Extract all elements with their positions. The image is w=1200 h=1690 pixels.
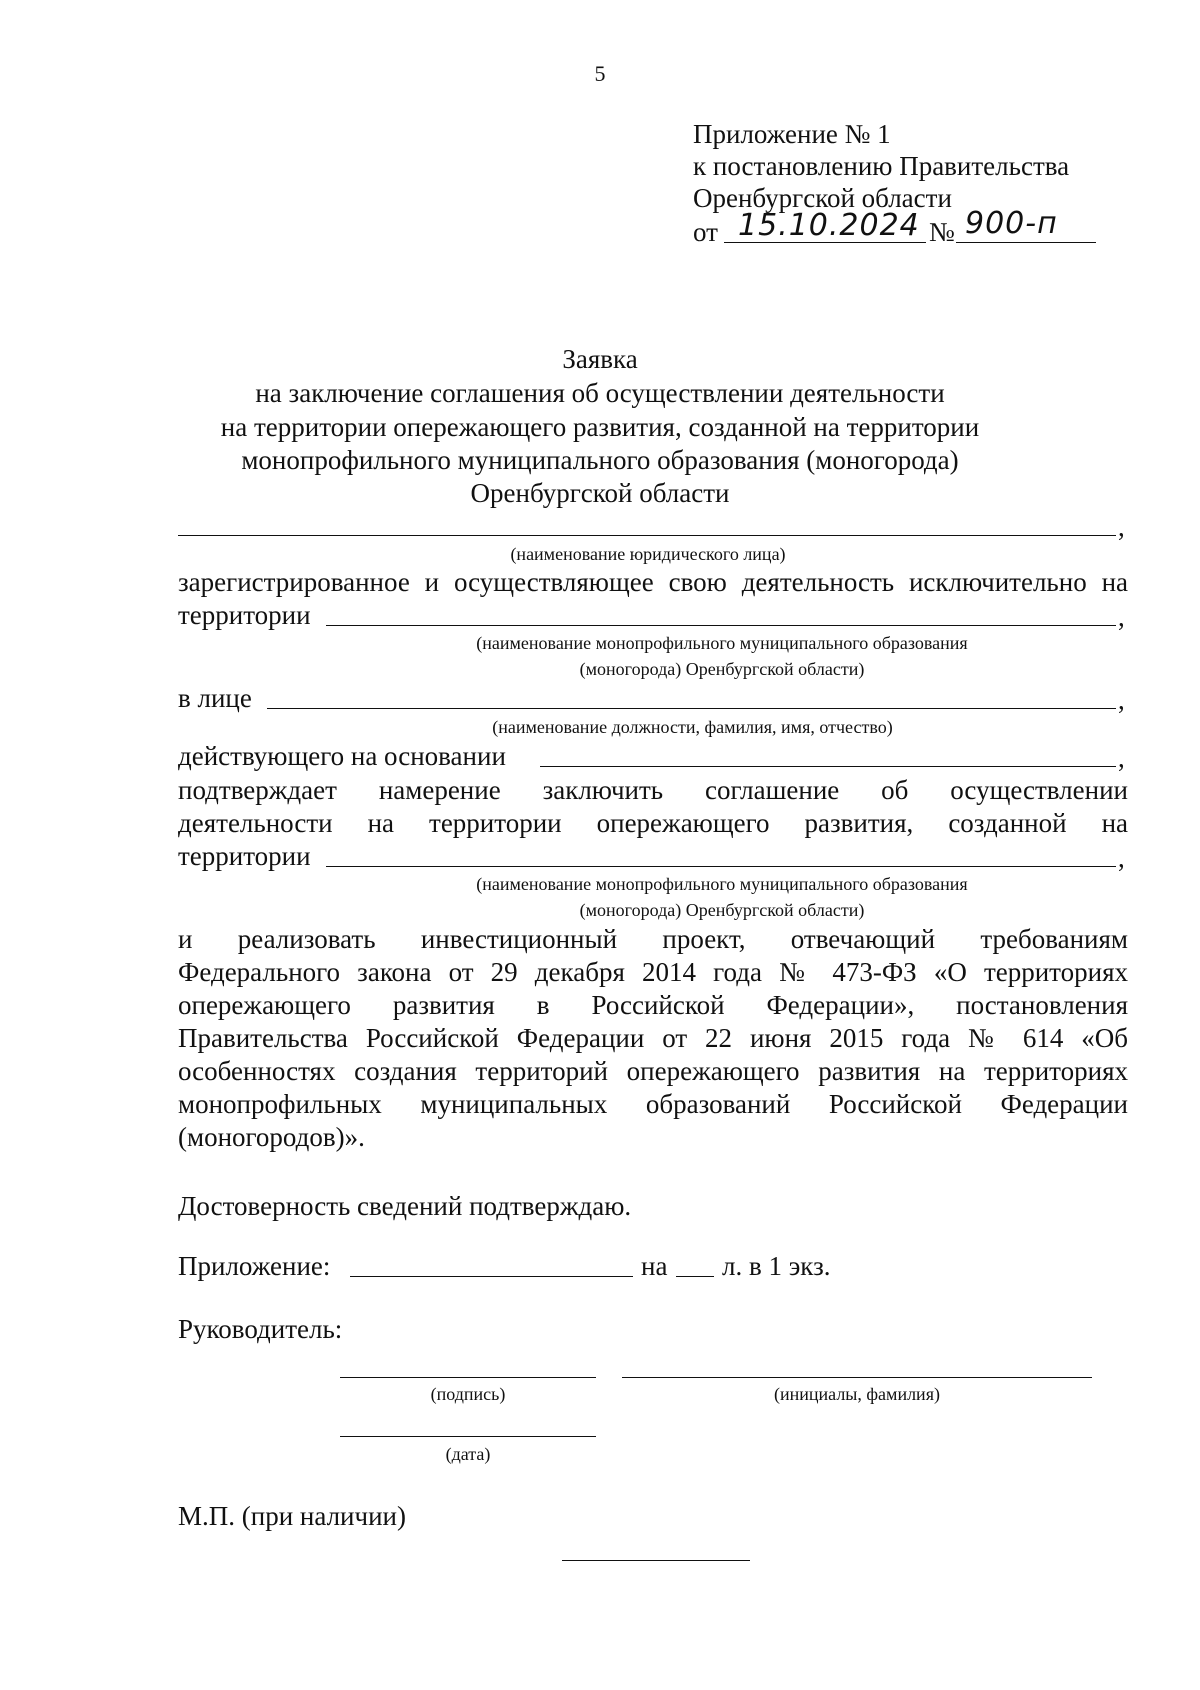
hint-legal-entity: (наименование юридического лица) xyxy=(510,544,786,564)
hint-mono-1: (наименование монопрофильного муниципального образования xyxy=(476,633,968,653)
territory-field-2[interactable] xyxy=(326,866,1116,867)
title-line-5: Оренбургской области xyxy=(470,478,730,508)
title-line-4: монопрофильного муниципального образования (моногорода) xyxy=(241,445,959,475)
hint-mono2-1: (наименование монопрофильного муниципального образования xyxy=(476,874,968,894)
appendix-no-label: № xyxy=(929,217,955,247)
confirms-line-1: подтверждает намерение заключить соглашение об осуществлении xyxy=(178,775,1128,805)
handwritten-date: 15.10.2024 xyxy=(738,208,920,243)
appendix-line-3: Оренбургской области xyxy=(693,183,952,213)
territory-field[interactable] xyxy=(326,625,1116,626)
hint-person: (наименование должности, фамилия, имя, отчество) xyxy=(492,717,893,737)
hint-mono-2: (моногорода) Оренбургской области) xyxy=(579,659,865,679)
person-field[interactable] xyxy=(267,708,1116,709)
title-line-2: на заключение соглашения об осуществлении деятельности xyxy=(255,378,945,408)
basis-label: действующего на основании xyxy=(178,741,506,771)
reliability-text: Достоверность сведений подтверждаю. xyxy=(178,1191,632,1221)
initials-field[interactable] xyxy=(622,1377,1092,1378)
signature-field[interactable] xyxy=(340,1377,596,1378)
number-underline xyxy=(956,242,1096,243)
attachment-label: Приложение: xyxy=(178,1251,331,1281)
attachment-field[interactable] xyxy=(350,1276,633,1277)
body-line-5: особенностях создания территорий опережающего развития на территориях xyxy=(178,1056,1128,1086)
closing-divider xyxy=(562,1560,750,1561)
body-line-4: Правительства Российской Федерации от 22 июня 2015 года № 614 «Об xyxy=(178,1023,1128,1053)
territory-label: территории xyxy=(178,600,311,630)
date-field[interactable] xyxy=(340,1436,596,1437)
page-number: 5 xyxy=(594,61,606,86)
title-line-1: Заявка xyxy=(562,344,638,374)
attachment-tail: л. в 1 экз. xyxy=(722,1251,831,1281)
appendix-line-2: к постановлению Правительства xyxy=(693,151,1070,181)
registered-text: зарегистрированное и осуществляющее свою деятельность исключительно на xyxy=(178,567,1128,597)
appendix-line-1: Приложение № 1 xyxy=(693,119,891,149)
appendix-from-label: от xyxy=(693,217,718,247)
stamp-text: М.П. (при наличии) xyxy=(178,1501,406,1531)
hint-mono2-2: (моногорода) Оренбургской области) xyxy=(579,900,865,920)
hint-date: (дата) xyxy=(445,1444,491,1464)
body-line-3: опережающего развития в Российской Федерации», постановления xyxy=(178,990,1128,1020)
confirms-line-2: деятельности на территории опережающего развития, созданной на xyxy=(178,808,1128,838)
hint-initials: (инициалы, фамилия) xyxy=(774,1384,940,1404)
territory-label-2: территории xyxy=(178,841,311,871)
body-line-2: Федерального закона от 29 декабря 2014 года № 473-ФЗ «О территориях xyxy=(178,957,1128,987)
person-label: в лице xyxy=(178,683,252,713)
legal-entity-field[interactable] xyxy=(178,535,1116,536)
body-line-1: и реализовать инвестиционный проект, отвечающий требованиям xyxy=(178,924,1128,954)
handwritten-number: 900-п xyxy=(965,206,1058,241)
head-label: Руководитель: xyxy=(178,1314,343,1344)
title-line-3: на территории опережающего развития, созданной на территории xyxy=(220,412,980,442)
attachment-on: на xyxy=(641,1251,668,1281)
body-line-6: монопрофильных муниципальных образований Российской Федерации xyxy=(178,1089,1128,1119)
hint-signature: (подпись) xyxy=(430,1384,506,1404)
body-line-7: (моногородов)». xyxy=(178,1122,365,1152)
attachment-pages-field[interactable] xyxy=(676,1276,714,1277)
basis-field[interactable] xyxy=(540,766,1116,767)
